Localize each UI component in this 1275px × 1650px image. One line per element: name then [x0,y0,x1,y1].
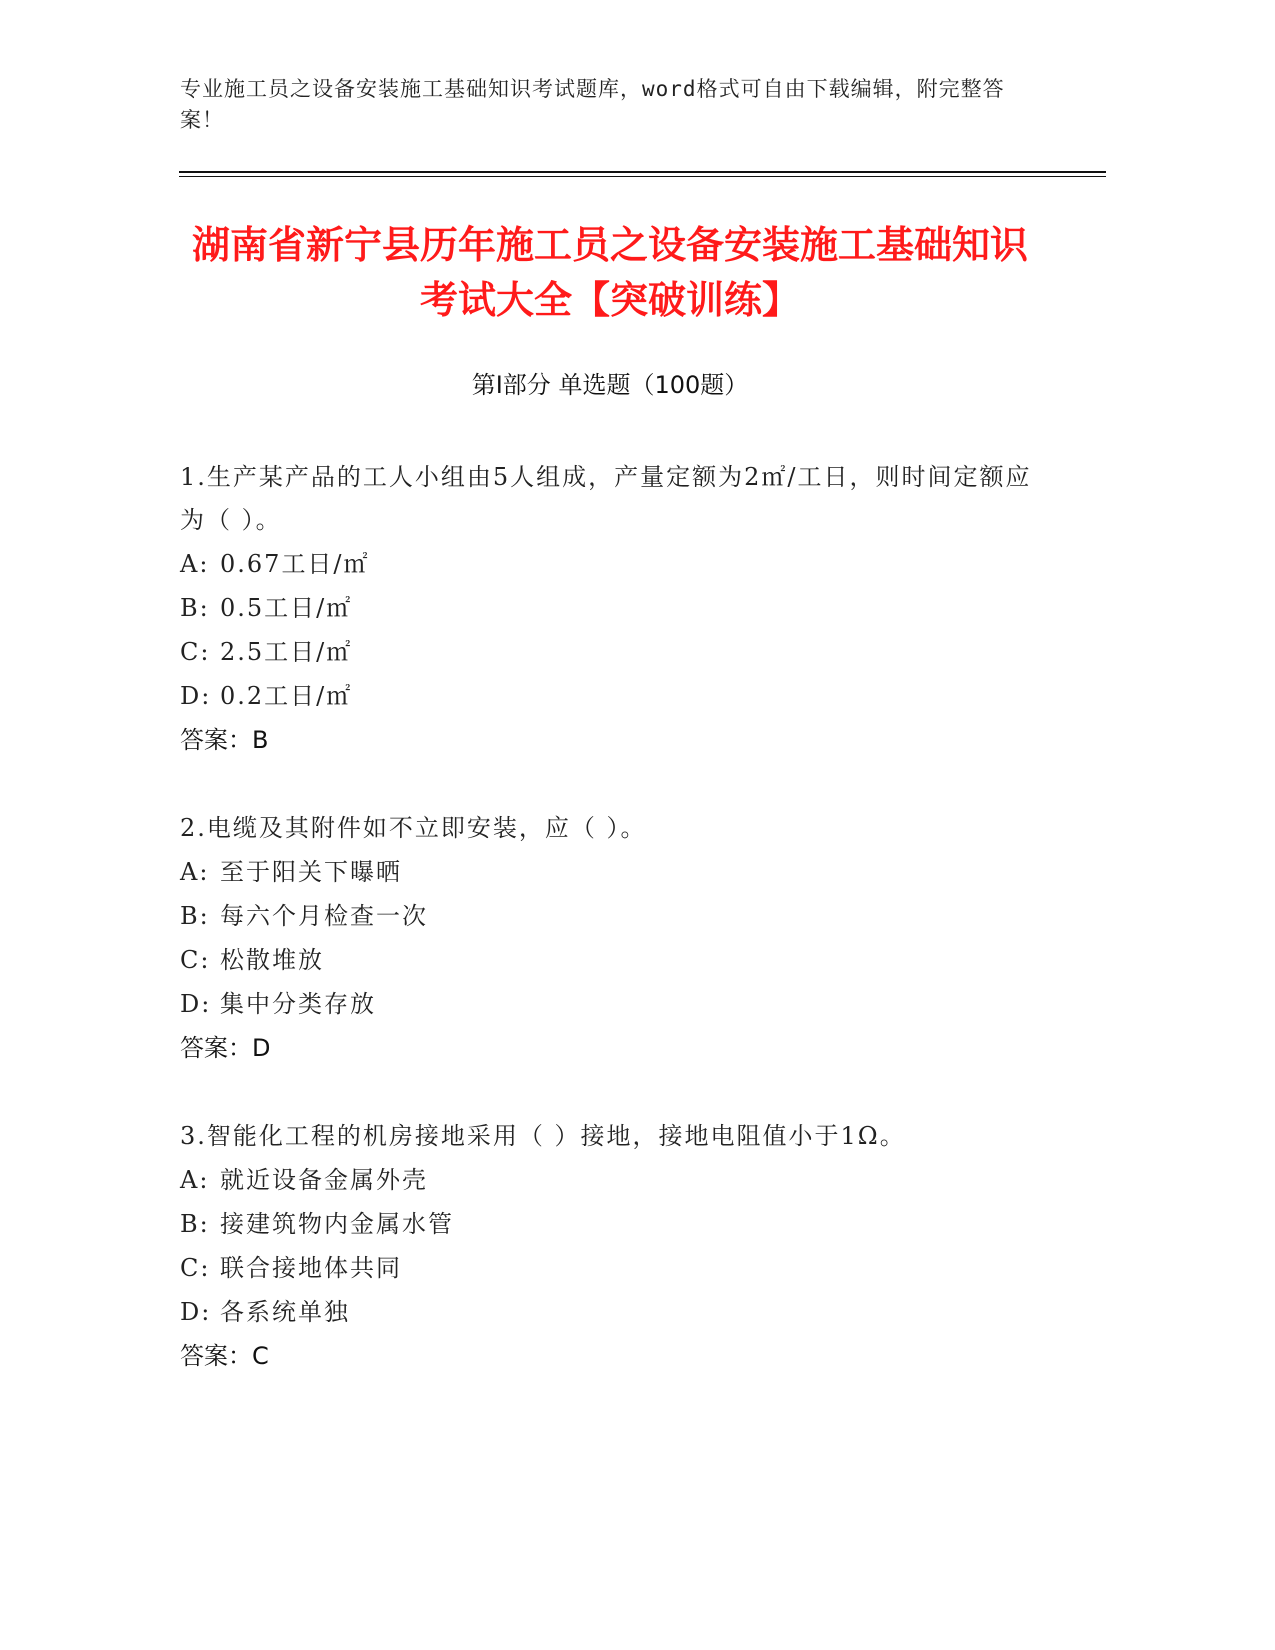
option-letter: D: [180,990,212,1018]
question-list [180,456,1040,1423]
option-b [180,894,1040,938]
option-letter: D: [180,682,212,710]
option-text: 就近设备金属外壳 [220,1166,428,1194]
option-letter: B: [180,902,210,930]
option-text: 2.5工日/㎡ [220,638,353,666]
option-d [180,1290,1040,1334]
option-a [180,1158,1040,1202]
option-text: 集中分类存放 [220,990,376,1018]
option-c [180,938,1040,982]
option-a [180,542,1040,586]
option-b [180,586,1040,630]
option-letter: B: [180,594,210,622]
option-letter: A: [180,1166,210,1194]
option-letter: A: [180,550,210,578]
option-letter: B: [180,1210,210,1238]
option-letter: C: [180,638,211,666]
option-c [180,1246,1040,1290]
answer-line: 答案：C [180,1342,269,1370]
option-c [180,630,1040,674]
option-b [180,1202,1040,1246]
section-heading: 第Ⅰ部分 单选题（100题） [471,371,749,399]
option-letter: C: [180,1254,211,1282]
option-text: 至于阳关下曝晒 [220,858,402,886]
option-text: 接建筑物内金属水管 [220,1210,454,1238]
question-2 [180,807,1040,1070]
option-text: 联合接地体共同 [220,1254,402,1282]
option-text: 各系统单独 [220,1298,350,1326]
option-letter: C: [180,946,211,974]
answer-line: 答案：D [180,1034,271,1062]
option-d [180,982,1040,1026]
question-stem: 1.生产某产品的工人小组由5人组成，产量定额为2㎡/工日，则时间定额应为（ ）。 [180,463,1032,534]
question-stem: 2.电缆及其附件如不立即安装，应（ ）。 [180,814,647,842]
option-text: 0.5工日/㎡ [220,594,353,622]
question-1 [180,456,1040,762]
header-rule-thin [179,176,1106,177]
option-d [180,674,1040,718]
option-letter: D: [180,1298,212,1326]
header-note: 专业施工员之设备安装施工基础知识考试题库，word格式可自由下载编辑，附完整答案！ [180,77,1005,132]
option-text: 0.67工日/㎡ [220,550,370,578]
option-text: 0.2工日/㎡ [220,682,353,710]
option-letter: A: [180,858,210,886]
question-stem: 3.智能化工程的机房接地采用（ ）接地，接地电阻值小于1Ω。 [180,1122,906,1150]
document-title: 湖南省新宁县历年施工员之设备安装施工基础知识考试大全【突破训练】 [191,223,1028,322]
question-3 [180,1115,1040,1378]
option-text: 松散堆放 [220,946,324,974]
option-a [180,850,1040,894]
answer-line: 答案：B [180,726,269,754]
option-text: 每六个月检查一次 [220,902,428,930]
header-rule-thick [179,171,1106,173]
